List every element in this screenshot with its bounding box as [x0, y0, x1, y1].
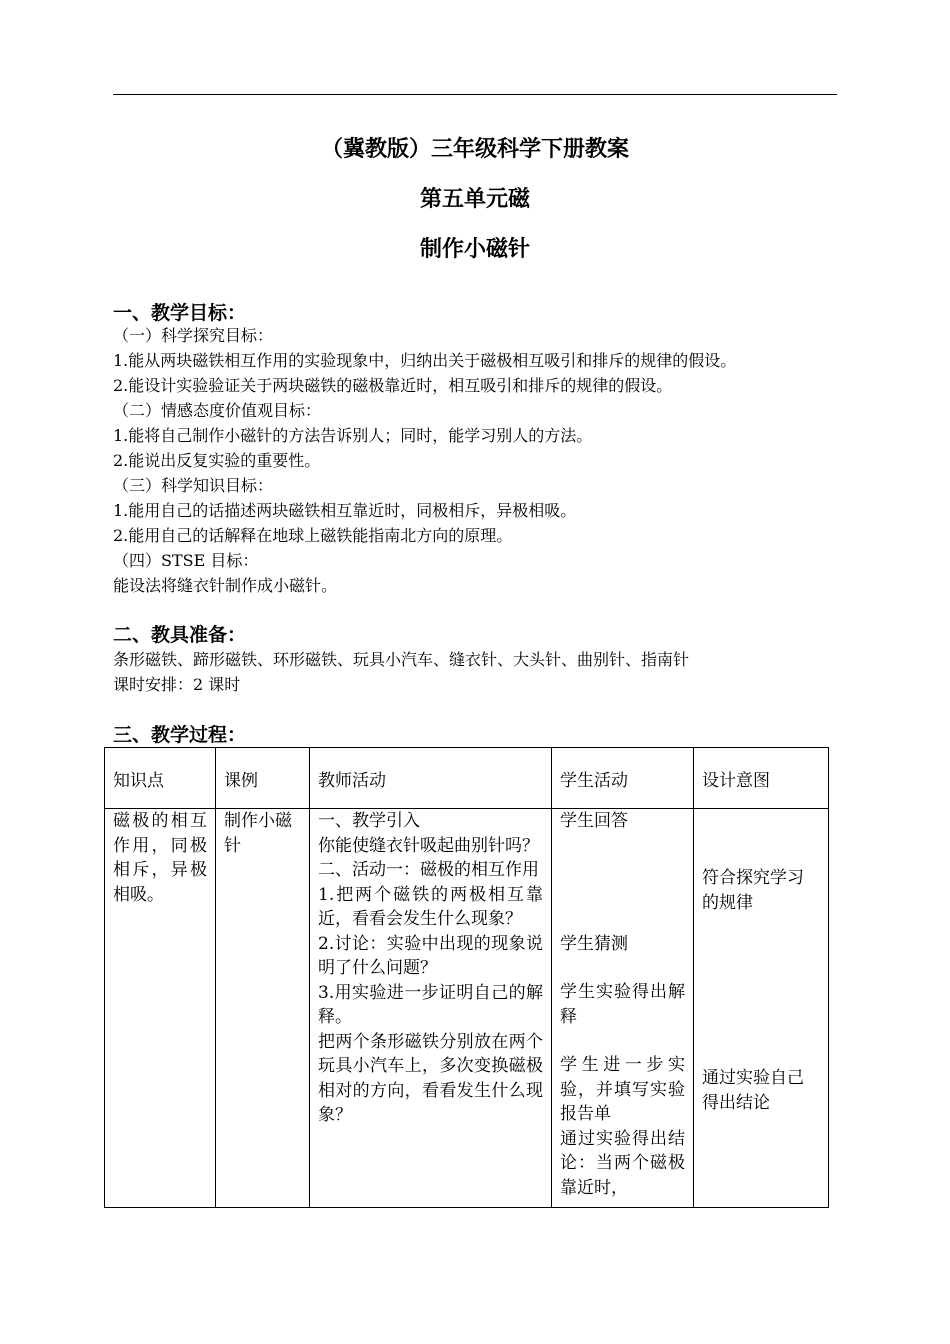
- objective-line: 2.能用自己的话解释在地球上磁铁能指南北方向的原理。: [113, 526, 513, 545]
- objective-line: （三）科学知识目标：: [113, 476, 274, 495]
- teacher-line: 你能使缝衣针吸起曲别针吗？: [318, 835, 539, 856]
- lesson-process-table: [104, 747, 829, 1208]
- section-materials-heading: 二、教具准备：: [113, 624, 247, 646]
- section-objectives-heading: 一、教学目标：: [113, 302, 247, 324]
- teacher-line: 一、教学引入: [318, 811, 420, 831]
- section-process-heading: 三、教学过程：: [113, 724, 247, 746]
- objective-line: （一）科学探究目标：: [113, 326, 274, 345]
- student-guess: 学生猜测: [560, 933, 628, 954]
- header-design: 设计意图: [694, 748, 829, 809]
- teacher-cell: [310, 809, 552, 1208]
- teacher-line: 3.用实验进一步证明自己的解释。: [318, 982, 543, 1027]
- header-student: 学生活动: [552, 748, 694, 809]
- objective-line: 2.能说出反复实验的重要性。: [113, 451, 321, 470]
- header-teacher: 教师活动: [310, 748, 552, 809]
- knowledge-cell: 磁极的相互作用，同极相斥，异极相吸。: [105, 809, 216, 1208]
- header-rule: [113, 94, 837, 95]
- header-knowledge: 知识点: [105, 748, 216, 809]
- table-row: [105, 809, 829, 1208]
- objective-line: 1.能用自己的话描述两块磁铁相互靠近时，同极相斥，异极相吸。: [113, 501, 577, 520]
- student-further-experiment: 学生进一步实验，并填写实验报告单: [560, 1055, 685, 1124]
- objective-line: 能设法将缝衣针制作成小磁针。: [113, 576, 338, 595]
- teacher-line: 把两个条形磁铁分别放在两个玩具小汽车上，多次变换磁极相对的方向，看看发生什么现象？: [318, 1031, 543, 1125]
- lesson-cell: 制作小磁针: [216, 809, 310, 1208]
- unit-title: 第五单元磁: [419, 186, 530, 212]
- teacher-line: 二、活动一：磁极的相互作用: [318, 860, 539, 880]
- student-experiment: 学生实验得出解释: [560, 982, 685, 1027]
- objective-line: 2.能设计实验验证关于两块磁铁的磁极靠近时，相互吸引和排斥的规律的假设。: [113, 376, 673, 395]
- teacher-line: 2.讨论：实验中出现的现象说明了什么问题？: [318, 933, 543, 978]
- design-cell: [694, 809, 829, 1208]
- table-header-row: [105, 748, 829, 809]
- teacher-line: 1.把两个磁铁的两极相互靠近，看看会发生什么现象？: [318, 884, 543, 929]
- objective-line: （二）情感态度价值观目标：: [113, 401, 322, 420]
- schedule-line: 课时安排：2 课时: [113, 675, 241, 694]
- materials-line: 条形磁铁、蹄形磁铁、环形磁铁、玩具小汽车、缝衣针、大头针、曲别针、指南针: [113, 650, 690, 669]
- objective-line: 1.能将自己制作小磁针的方法告诉别人；同时，能学习别人的方法。: [113, 426, 593, 445]
- student-cell: [552, 809, 694, 1208]
- design-intent: 通过实验自己得出结论: [702, 1068, 804, 1113]
- student-answer: 学生回答: [560, 811, 628, 831]
- lesson-title: 制作小磁针: [419, 236, 530, 262]
- header-lesson: 课例: [216, 748, 310, 809]
- main-title: （冀教版）三年级科学下册教案: [320, 136, 629, 162]
- student-conclusion: 通过实验得出结论：当两个磁极靠近时，: [560, 1128, 685, 1198]
- design-intent: 符合探究学习的规律: [702, 868, 804, 913]
- objective-line: 1.能从两块磁铁相互作用的实验现象中，归纳出关于磁极相互吸引和排斥的规律的假设。: [113, 351, 737, 370]
- objective-line: （四）STSE 目标：: [113, 551, 259, 570]
